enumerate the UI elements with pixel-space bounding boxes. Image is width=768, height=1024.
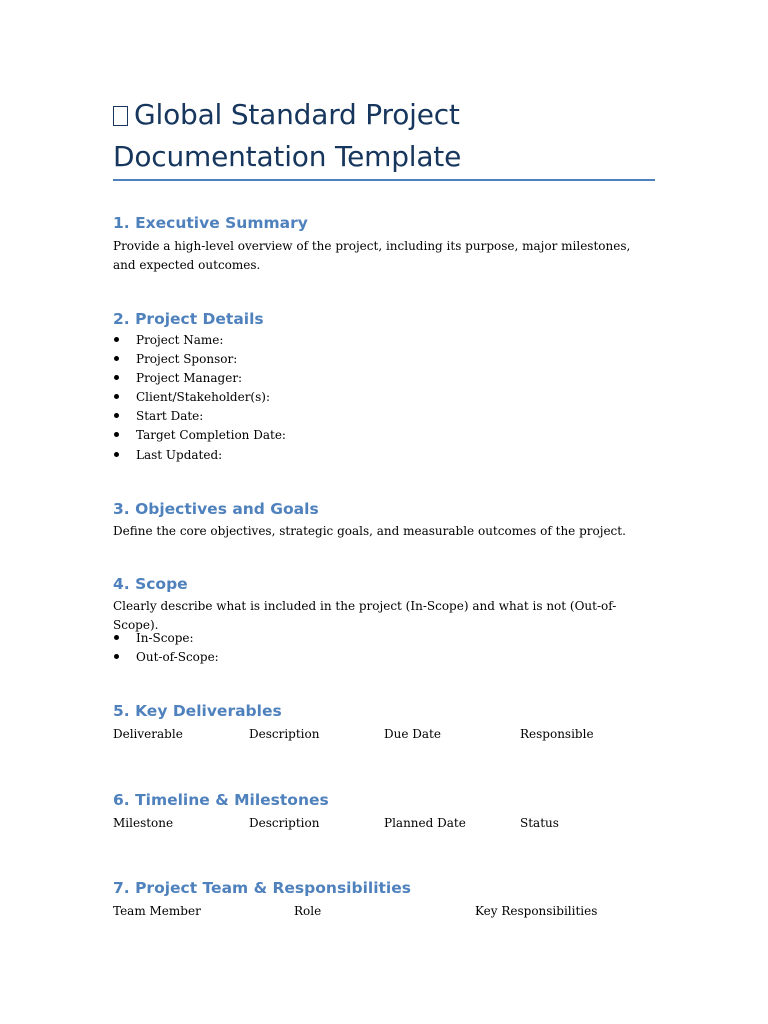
list-item: Target Completion Date:	[113, 426, 286, 445]
heading-timeline: 6. Timeline & Milestones	[113, 791, 329, 809]
column-header: Planned Date	[384, 816, 466, 830]
scope-list	[113, 629, 219, 667]
column-header: Milestone	[113, 816, 174, 830]
heading-project-team: 7. Project Team & Responsibilities	[113, 879, 411, 897]
heading-key-deliverables: 5. Key Deliverables	[113, 702, 282, 720]
list-item: Out-of-Scope:	[113, 648, 219, 667]
list-item: Start Date:	[113, 407, 286, 426]
column-header: Responsible	[520, 727, 594, 741]
heading-project-details: 2. Project Details	[113, 310, 264, 328]
column-header: Team Member	[113, 904, 201, 918]
list-item: Project Name:	[113, 331, 286, 350]
list-item: Project Sponsor:	[113, 350, 286, 369]
document-title	[113, 94, 658, 178]
objectives-text: Define the core objectives, strategic goals, and measurable outcomes of the project.	[113, 524, 626, 538]
list-item: Last Updated:	[113, 446, 286, 465]
column-header: Key Responsibilities	[475, 904, 598, 918]
title-underline	[113, 179, 655, 181]
missing-glyph-icon	[113, 106, 128, 126]
document-title-text: Global Standard Project Documentation Template	[113, 98, 462, 173]
column-header: Due Date	[384, 727, 441, 741]
scope-text: Clearly describe what is included in the project (In-Scope) and what is not (Out-of-Scope).	[113, 599, 617, 632]
project-details-list	[113, 331, 286, 465]
heading-executive-summary: 1. Executive Summary	[113, 214, 308, 232]
column-header: Deliverable	[113, 727, 183, 741]
heading-objectives: 3. Objectives and Goals	[113, 500, 319, 518]
column-header: Description	[249, 727, 320, 741]
column-header: Status	[520, 816, 559, 830]
list-item: In-Scope:	[113, 629, 219, 648]
executive-summary-text: Provide a high-level overview of the project, including its purpose, major milestones, and expected outcomes.	[113, 239, 631, 272]
column-header: Role	[294, 904, 322, 918]
list-item: Project Manager:	[113, 369, 286, 388]
heading-scope: 4. Scope	[113, 575, 188, 593]
column-header: Description	[249, 816, 320, 830]
list-item: Client/Stakeholder(s):	[113, 388, 286, 407]
